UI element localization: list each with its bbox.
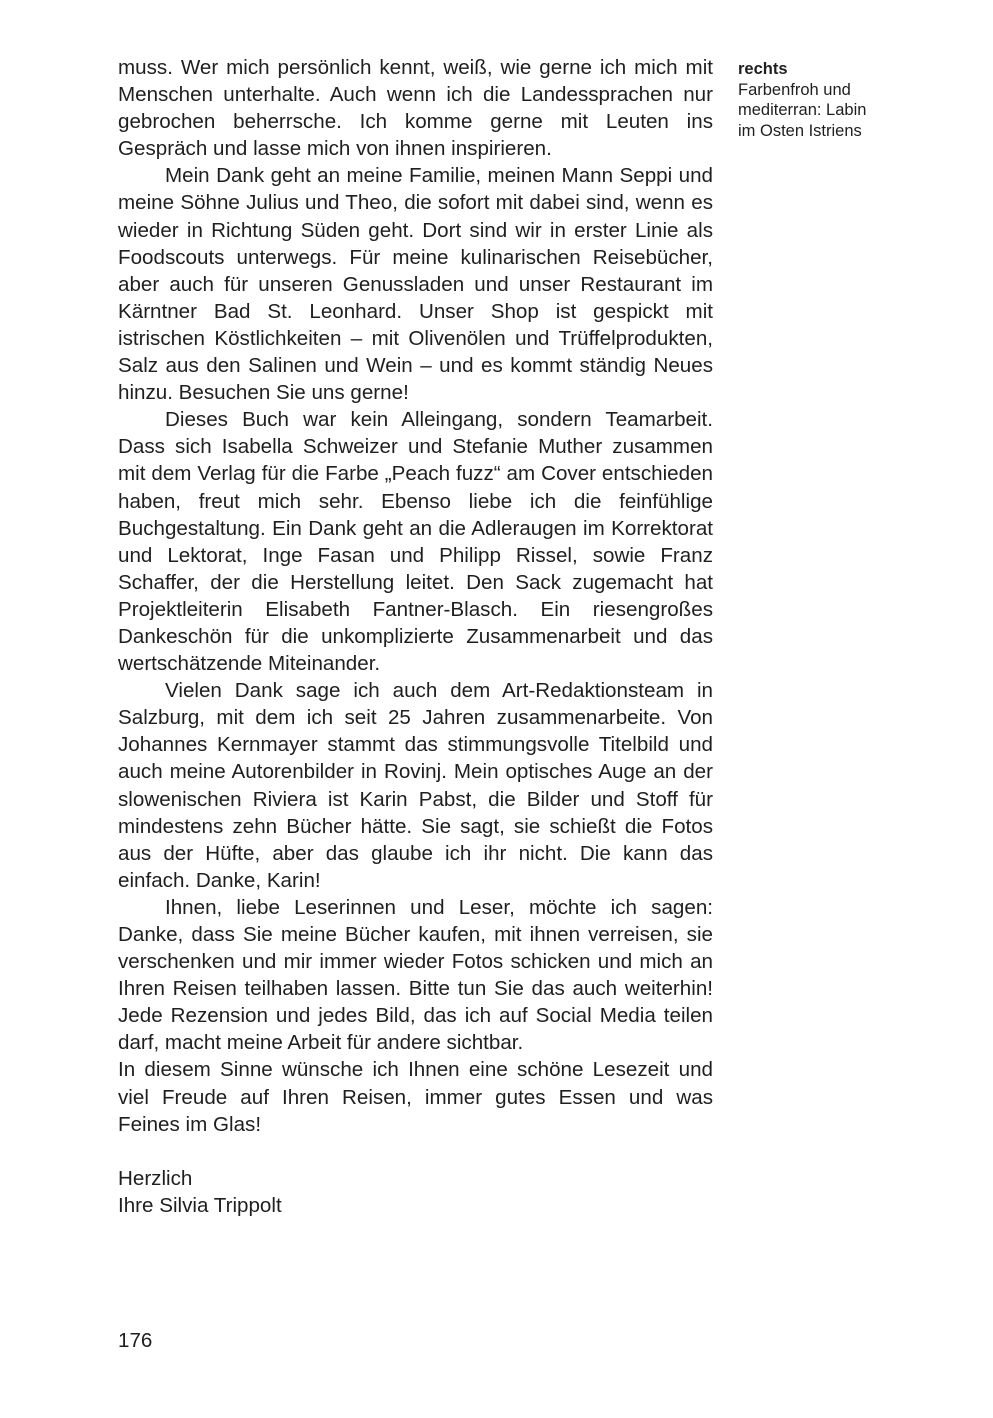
paragraph-continuation: muss. Wer mich persönlich kennt, weiß, wie gerne ich mich mit Menschen unterhalte. Auch wenn ich die Landessprachen nur gebrochen beherrsche. Ich komme gerne mit Leuten ins Gespräch und lasse mich von ihnen inspirieren. [118,56,713,161]
paragraph-family-thanks: Mein Dank geht an meine Familie, meinen Mann Seppi und meine Söhne Julius und Theo, die sofort mit dabei sind, wenn es wieder in Richtung Süden geht. Dort sind wir in erster Linie als Foodscouts unterwegs. Für meine kulinarischen Reisebücher, aber auch für unseren Genussladen und unser Restaurant im Kärntner Bad St. Leonhard. Unser Shop ist gespickt mit istrischen Köstlichkeiten – mit Olivenölen und Trüffelprodukten, Salz aus den Salinen und Wein – und es kommt ständig Neues hinzu. Besuchen Sie uns gerne! [118,164,713,405]
closing-greeting: Herzlich [118,1166,193,1190]
paragraph-art-team-thanks: Vielen Dank sage ich auch dem Art-Redaktionsteam in Salzburg, mit dem ich seit 25 Jahren zusammenarbeite. Von Johannes Kernmayer stammt das stimmungsvolle Titelbild und auch meine Autorenbilder in Rovinj. Mein optisches Auge an der slowenischen Riviera ist Karin Pabst, die Bilder und Stoff für mindestens zehn Bücher hätte. Sie sagt, sie schießt die Fotos aus der Hüfte, aber das glaube ich ihr nicht. Die kann das einfach. Danke, Karin! [118,679,713,892]
caption-title: rechts [738,60,788,78]
paragraph-reader-thanks: Ihnen, liebe Leserinnen und Leser, möchte ich sagen: Danke, dass Sie meine Bücher kaufen, mit ihnen verreisen, sie verschenken und mir immer wieder Fotos schicken und mich an Ihren Reisen teilhaben lassen. Bitte tun Sie das auch weiterhin! Jede Rezension und jedes Bild, das ich auf Social Media teilen darf, macht meine Arbeit für andere sichtbar. [118,895,713,1055]
paragraph-wishes: In diesem Sinne wünsche ich Ihnen eine schöne Lesezeit und viel Freude auf Ihren Reisen, immer gutes Essen und was Feines im Glas! [118,1058,713,1136]
caption-text: Farbenfroh und mediterran: Labin im Osten Istriens [738,80,867,140]
paragraph-team-thanks: Dieses Buch war kein Alleingang, sondern Teamarbeit. Dass sich Isabella Schweizer und Stefanie Muther zusammen mit dem Verlag für die Farbe „Peach fuzz“ am Cover entschieden haben, freut mich sehr. Ebenso liebe ich die feinfühlige Buchgestaltung. Ein Dank geht an die Adleraugen im Korrektorat und Lektorat, Inge Fasan und Philipp Rissel, sowie Franz Schaffer, der die Herstellung leitet. Den Sack zugemacht hat Projektleiterin Elisabeth Fantner-Blasch. Ein riesengroßes Dankeschön für die unkomplizierte Zusammenarbeit und das wertschätzende Miteinander. [118,408,713,676]
image-caption [738,59,888,141]
page-number: 176 [118,1329,153,1352]
body-text [118,54,713,1219]
closing-signature: Ihre Silvia Trippolt [118,1193,282,1217]
closing [118,1165,713,1219]
